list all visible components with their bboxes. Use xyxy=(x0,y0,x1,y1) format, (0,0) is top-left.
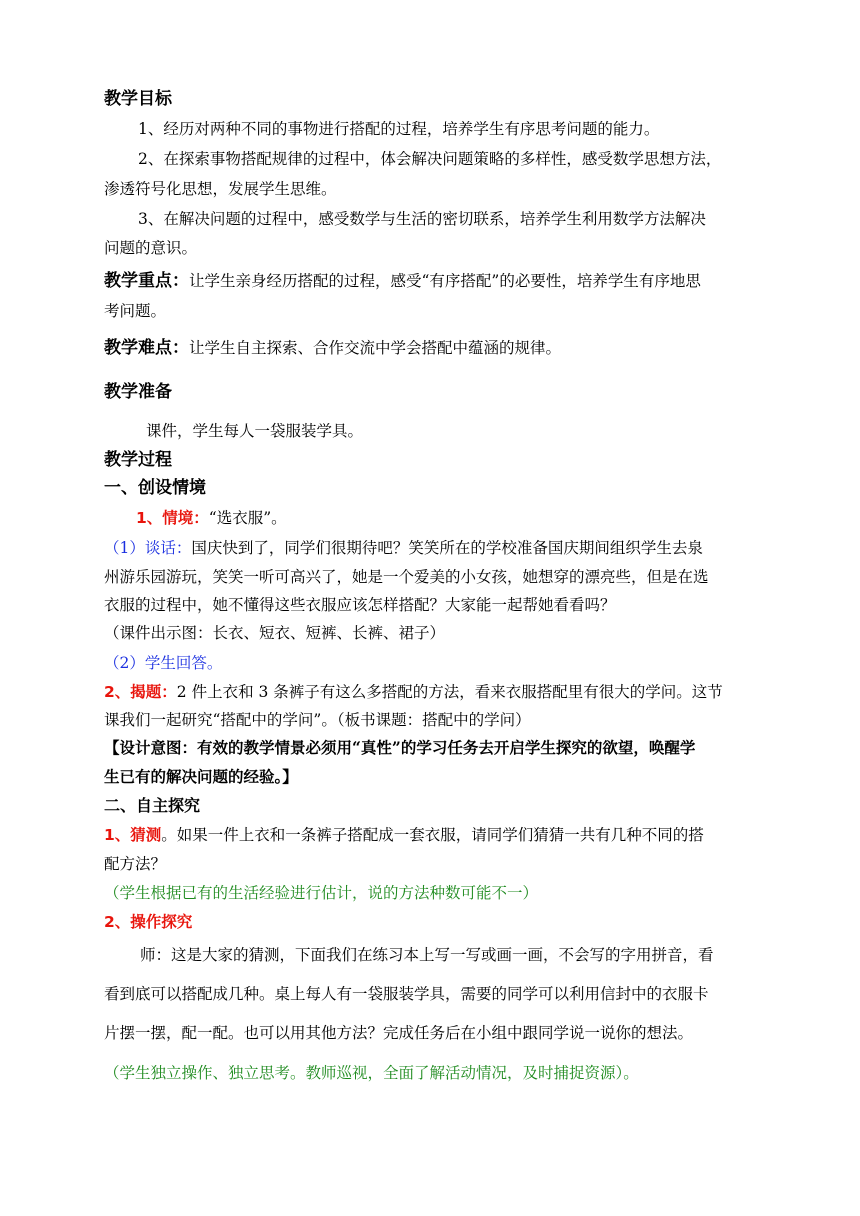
talk-line-3: 衣服的过程中，她不懂得这些衣服应该怎样搭配？大家能一起帮她看看吗？ xyxy=(104,596,616,614)
guess-note: （学生根据已有的生活经验进行估计，说的方法种数可能不一） xyxy=(104,884,539,902)
situation-line xyxy=(136,507,816,529)
reveal-line-1 xyxy=(104,681,784,703)
operation-line-2: 看到底可以搭配成几种。桌上每人有一袋服装学具，需要的同学可以利用信封中的衣服卡 xyxy=(104,985,709,1003)
process-heading: 教学过程 xyxy=(104,450,172,470)
courseware-note: （课件出示图：长衣、短衣、短裤、长裤、裙子） xyxy=(104,624,446,642)
key-point-line-1 xyxy=(104,270,784,292)
section-2-heading: 二、自主探究 xyxy=(104,796,201,815)
prep-text: 课件，学生每人一袋服装学具。 xyxy=(146,422,364,440)
operation-heading: 2、操作探究 xyxy=(104,913,193,931)
design-intent-line-2: 生已有的解决问题的经验。】 xyxy=(104,767,298,786)
operation-line-3: 片摆一摆，配一配。也可以用其他方法？完成任务后在小组中跟同学说一说你的想法。 xyxy=(104,1024,694,1042)
reveal-text: 2 件上衣和 3 条裤子有这么多搭配的方法，看来衣服搭配里有很大的学问。这节 xyxy=(176,683,723,701)
guess-text: 。如果一件上衣和一条裤子搭配成一套衣服，请同学们猜猜一共有几种不同的搭 xyxy=(161,826,704,844)
guess-line-1 xyxy=(104,824,784,846)
situation-text: “选衣服”。 xyxy=(208,509,287,527)
difficulty-line xyxy=(104,337,784,359)
guess-line-2: 配方法？ xyxy=(104,855,167,873)
reveal-label: 2、揭题： xyxy=(104,683,177,701)
talk-line-1 xyxy=(104,537,784,559)
guess-label: 1、猜测 xyxy=(104,826,162,844)
talk-text: 国庆快到了，同学们很期待吧？笑笑所在的学校准备国庆期间组织学生去泉 xyxy=(191,539,703,557)
student-answer: （2）学生回答。 xyxy=(104,654,223,672)
section-1-heading: 一、创设情境 xyxy=(104,478,206,498)
talk-line-2: 州游乐园游玩，笑笑一听可高兴了，她是一个爱美的小女孩，她想穿的漂亮些，但是在选 xyxy=(104,568,709,586)
goals-heading: 教学目标 xyxy=(104,89,172,109)
difficulty-label: 教学难点： xyxy=(104,338,189,358)
difficulty-text: 让学生自主探索、合作交流中学会搭配中蕴涵的规律。 xyxy=(189,339,562,357)
key-point-text: 让学生亲身经历搭配的过程，感受“有序搭配”的必要性，培养学生有序地思 xyxy=(189,272,701,290)
prep-heading: 教学准备 xyxy=(104,382,172,402)
reveal-line-2: 课我们一起研究“搭配中的学问”。（板书课题：搭配中的学问） xyxy=(104,711,531,729)
goal-2-line-1: 2、在探索事物搭配规律的过程中，体会解决问题策略的多样性，感受数学思想方法， xyxy=(138,150,722,168)
talk-label: （1）谈话： xyxy=(104,539,192,557)
key-point-line-2: 考问题。 xyxy=(104,302,167,320)
design-intent-line-1: 【设计意图：有效的教学情景必须用“真性”的学习任务去开启学生探究的欲望，唤醒学 xyxy=(104,738,696,757)
goal-1: 1、经历对两种不同的事物进行搭配的过程，培养学生有序思考问题的能力。 xyxy=(138,120,660,138)
operation-line-1: 师：这是大家的猜测，下面我们在练习本上写一写或画一画，不会写的字用拼音，看 xyxy=(140,946,714,964)
goal-3-line-2: 问题的意识。 xyxy=(104,239,198,257)
operation-note: （学生独立操作、独立思考。教师巡视，全面了解活动情况，及时捕捉资源）。 xyxy=(104,1064,639,1082)
goal-3-line-1: 3、在解决问题的过程中，感受数学与生活的密切联系，培养学生利用数学方法解决 xyxy=(138,210,706,228)
situation-label: 1、情境： xyxy=(136,509,209,527)
key-point-label: 教学重点： xyxy=(104,271,189,291)
goal-2-line-2: 渗透符号化思想，发展学生思维。 xyxy=(104,180,337,198)
